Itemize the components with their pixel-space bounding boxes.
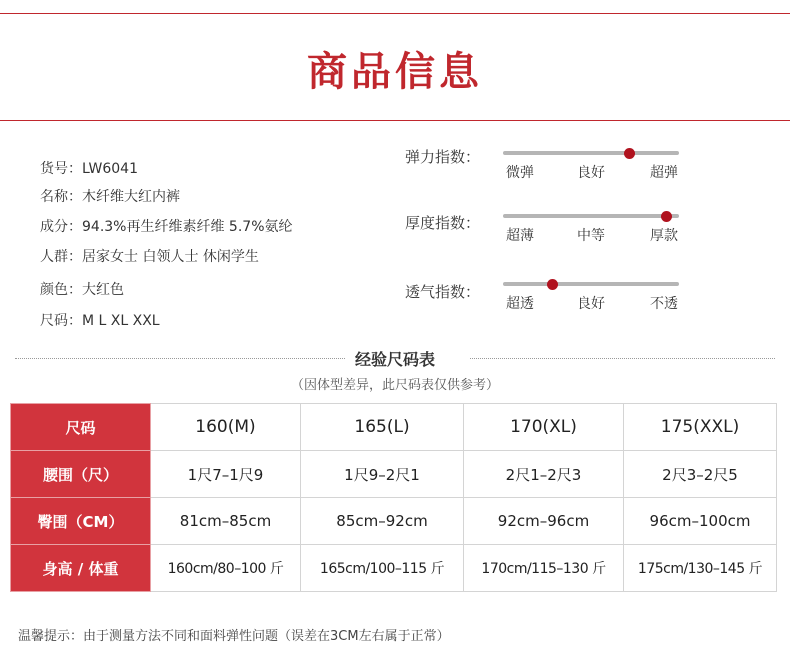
table-cell: 1尺9–2尺1 bbox=[301, 451, 464, 498]
header-col: 175(XXL) bbox=[624, 404, 777, 451]
row-header-hip: 臀围（CM） bbox=[11, 498, 151, 545]
header-size: 尺码 bbox=[11, 404, 151, 451]
elasticity-tick-mid: 良好 bbox=[577, 165, 605, 181]
table-row bbox=[11, 451, 777, 498]
page-title: 商品信息 bbox=[307, 49, 483, 95]
elasticity-marker bbox=[624, 148, 635, 159]
table-header-row bbox=[11, 404, 777, 451]
table-cell: 1尺7–1尺9 bbox=[151, 451, 301, 498]
elasticity-track bbox=[503, 151, 679, 155]
breathability-tick-mid: 良好 bbox=[577, 296, 605, 312]
warm-tip: 温馨提示：由于测量方法不同和面料弹性问题（误差在3CM左右属于正常） bbox=[18, 629, 450, 644]
size-table bbox=[10, 403, 777, 592]
size-chart-title: 经验尺码表 bbox=[347, 350, 443, 369]
table-cell: 165cm/100–115 斤 bbox=[301, 545, 464, 592]
table-cell: 2尺3–2尺5 bbox=[624, 451, 777, 498]
composition: 成分：94.3%再生纤维素纤维 5.7%氨纶 bbox=[40, 219, 293, 235]
breathability-marker bbox=[547, 279, 558, 290]
row-header-height-weight: 身高 / 体重 bbox=[11, 545, 151, 592]
table-cell: 81cm–85cm bbox=[151, 498, 301, 545]
elasticity-tick-high: 超弹 bbox=[650, 165, 678, 181]
product-name: 名称：木纤维大红内裤 bbox=[40, 189, 180, 205]
thickness-tick-mid: 中等 bbox=[577, 228, 605, 244]
thickness-marker bbox=[661, 211, 672, 222]
breathability-track bbox=[503, 282, 679, 286]
table-cell: 85cm–92cm bbox=[301, 498, 464, 545]
top-rule bbox=[0, 13, 790, 14]
table-cell: 160cm/80–100 斤 bbox=[151, 545, 301, 592]
target-audience: 人群：居家女士 白领人士 休闲学生 bbox=[40, 249, 259, 265]
thickness-label: 厚度指数： bbox=[405, 214, 481, 232]
elasticity-label: 弹力指数： bbox=[405, 148, 481, 166]
header-col: 160(M) bbox=[151, 404, 301, 451]
table-cell: 170cm/115–130 斤 bbox=[464, 545, 624, 592]
breathability-tick-high: 不透 bbox=[650, 296, 678, 312]
elasticity-tick-low: 微弹 bbox=[506, 165, 534, 181]
row-header-waist: 腰围（尺） bbox=[11, 451, 151, 498]
thickness-tick-low: 超薄 bbox=[506, 228, 534, 244]
thickness-track bbox=[503, 214, 679, 218]
product-color: 颜色：大红色 bbox=[40, 282, 124, 298]
table-cell: 92cm–96cm bbox=[464, 498, 624, 545]
available-sizes: 尺码：M L XL XXL bbox=[40, 313, 160, 329]
table-cell: 175cm/130–145 斤 bbox=[624, 545, 777, 592]
breathability-label: 透气指数： bbox=[405, 283, 481, 301]
table-cell: 96cm–100cm bbox=[624, 498, 777, 545]
size-chart-note: （因体型差异，此尺码表仅供参考） bbox=[290, 378, 499, 393]
item-number: 货号：LW6041 bbox=[40, 161, 138, 177]
table-row bbox=[11, 545, 777, 592]
header-col: 165(L) bbox=[301, 404, 464, 451]
thickness-tick-high: 厚款 bbox=[650, 228, 678, 244]
header-rule bbox=[0, 120, 790, 121]
table-cell: 2尺1–2尺3 bbox=[464, 451, 624, 498]
header-col: 170(XL) bbox=[464, 404, 624, 451]
breathability-tick-low: 超透 bbox=[506, 296, 534, 312]
table-row bbox=[11, 498, 777, 545]
